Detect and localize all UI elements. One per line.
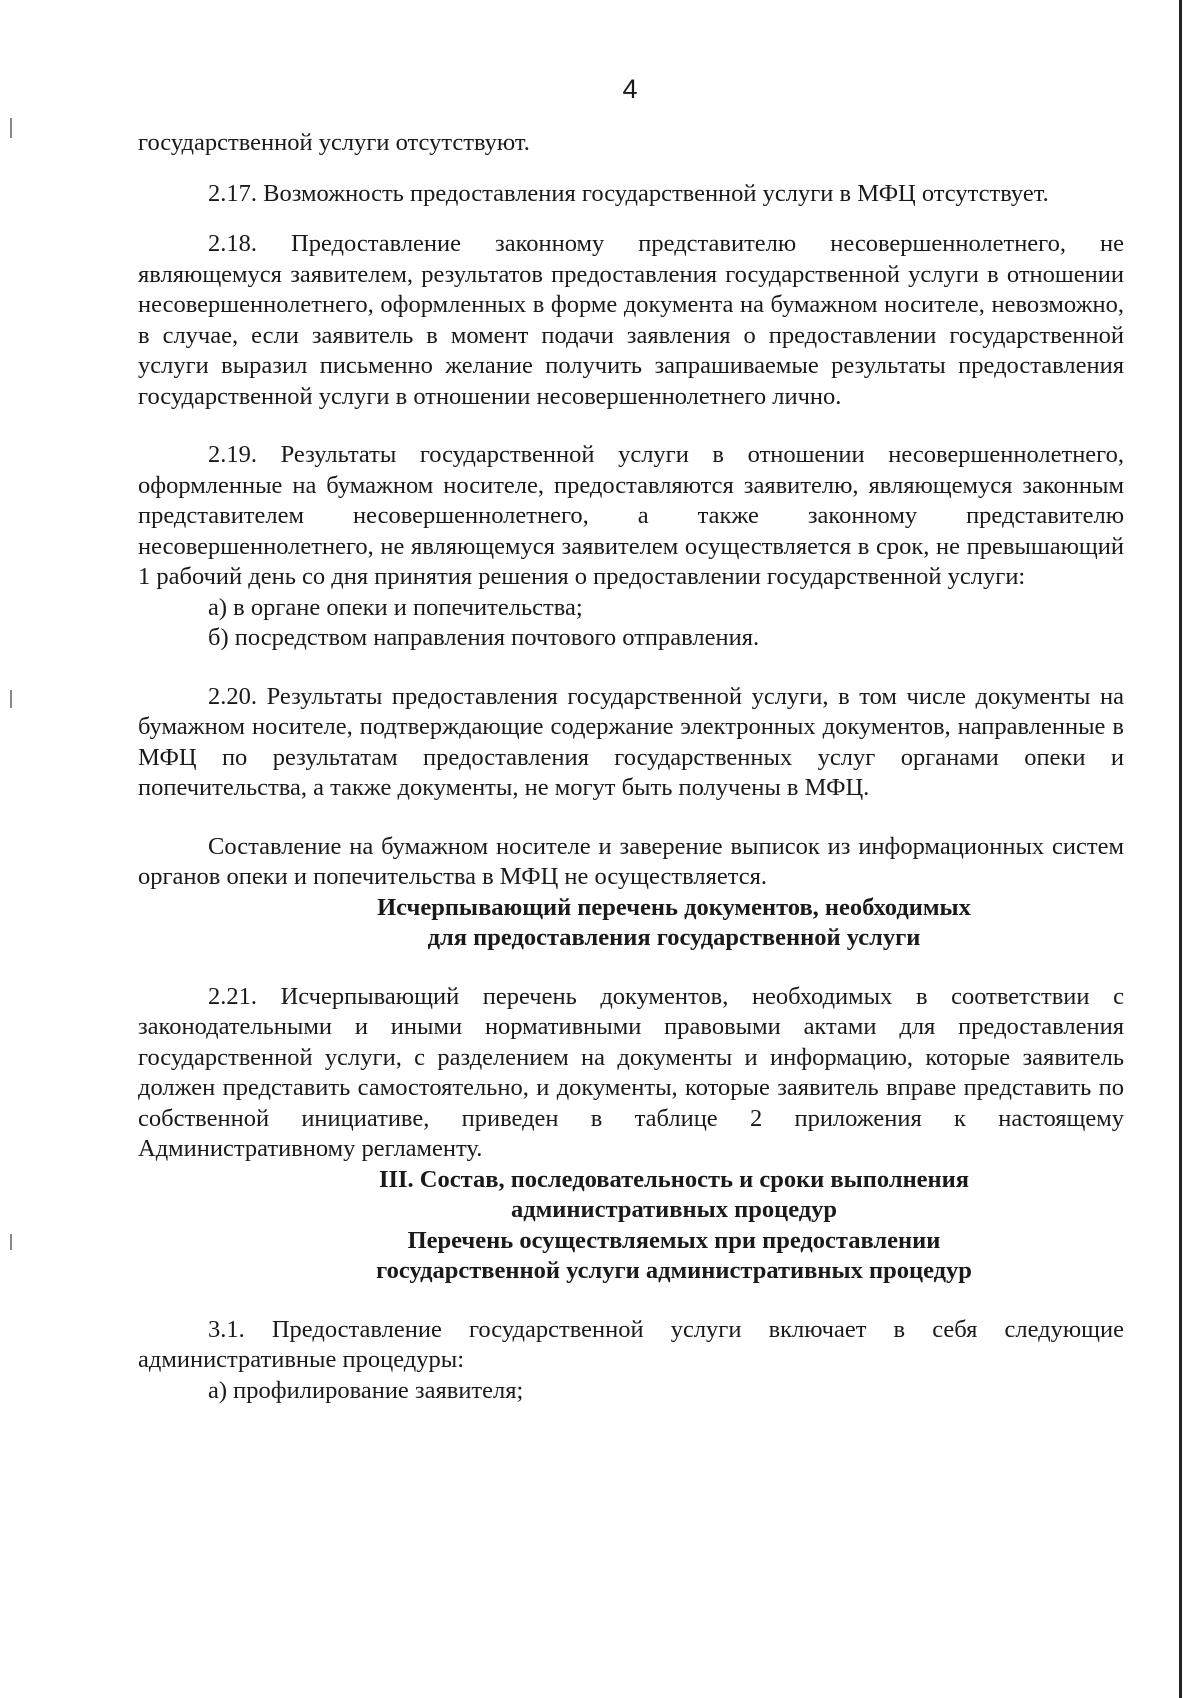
scan-mark [10, 690, 12, 708]
scan-edge-line [1179, 0, 1182, 1698]
document-body [138, 128, 1124, 1406]
paragraph-2-19: 2.19. Результаты государственной услуги в отношении несовершеннолетнего, оформленные на бумажном носителе, предоставляются заявителю, являющемуся законным представителем несовершеннолетнего, а также законному представителю несовершеннолетнего, не являющемуся заявителем осуществляется в срок, не превышающий 1 рабочий день со дня принятия решения о предоставлении государственной услуги: [138, 441, 1124, 590]
heading-procedures [138, 1226, 1124, 1287]
paragraph-continuation: государственной услуги отсутствуют. [138, 129, 530, 156]
paragraph-composition: Составление на бумажном носителе и заверение выписок из информационных систем органов опеки и попечительства в МФЦ не осуществляется. [138, 832, 1124, 890]
paragraph-2-21: 2.21. Исчерпывающий перечень документов, необходимых в соответствии с законодательными и иными нормативными правовыми актами для предоставления государственной услуги, с разделением на документы и информацию, которые заявитель должен представить самостоятельно, и документы, которые заявитель вправе представить по собственной инициативе, приведен в таблице 2 приложения к настоящему Административному регламенту. [138, 982, 1124, 1162]
paragraph-2-19-item-b: б) посредством направления почтового отправления. [208, 624, 760, 651]
heading-procedures-line-1: Перечень осуществляемых при предоставлении [407, 1226, 941, 1254]
heading-section-3-line-1: III. Состав, последовательность и сроки выполнения [378, 1165, 970, 1193]
heading-section-3-line-2: административных процедур [510, 1196, 838, 1223]
paragraph-2-20: 2.20. Результаты предоставления государственной услуги, в том числе документы на бумажном носителе, подтверждающие содержание электронных документов, направленные в МФЦ по результатам предоставления государственных услуг органами опеки и попечительства, а также документы, не могут быть получены в МФЦ. [138, 682, 1124, 801]
paragraph-3-1: 3.1. Предоставление государственной услуги включает в себя следующие административные процедуры: [138, 1315, 1124, 1373]
heading-documents-line-2: для предоставления государственной услуги [427, 924, 921, 951]
page-number: 4 [622, 74, 638, 104]
scan-mark [10, 1234, 12, 1250]
heading-procedures-line-2: государственной услуги административных процедур [376, 1257, 972, 1284]
paragraph-3-1-item-a: а) профилирование заявителя; [208, 1376, 524, 1404]
heading-section-3 [138, 1165, 1124, 1226]
paragraph-2-19-item-a: а) в органе опеки и попечительства; [208, 593, 583, 621]
heading-documents-line-1: Исчерпывающий перечень документов, необходимых [377, 893, 971, 921]
scan-mark [10, 118, 12, 138]
paragraph-2-18: 2.18. Предоставление законному представителю несовершеннолетнего, не являющемуся заявителем, результатов предоставления государственной услуги в отношении несовершеннолетнего, оформленных в форме документа на бумажном носителе, невозможно, в случае, если заявитель в момент подачи заявления о предоставлении государственной услуги выразил письменно желание получить запрашиваемые результаты предоставления государственной услуги в отношении несовершеннолетнего лично. [138, 230, 1124, 410]
paragraph-2-17: 2.17. Возможность предоставления государственной услуги в МФЦ отсутствует. [208, 179, 1049, 207]
heading-documents [138, 893, 1124, 954]
